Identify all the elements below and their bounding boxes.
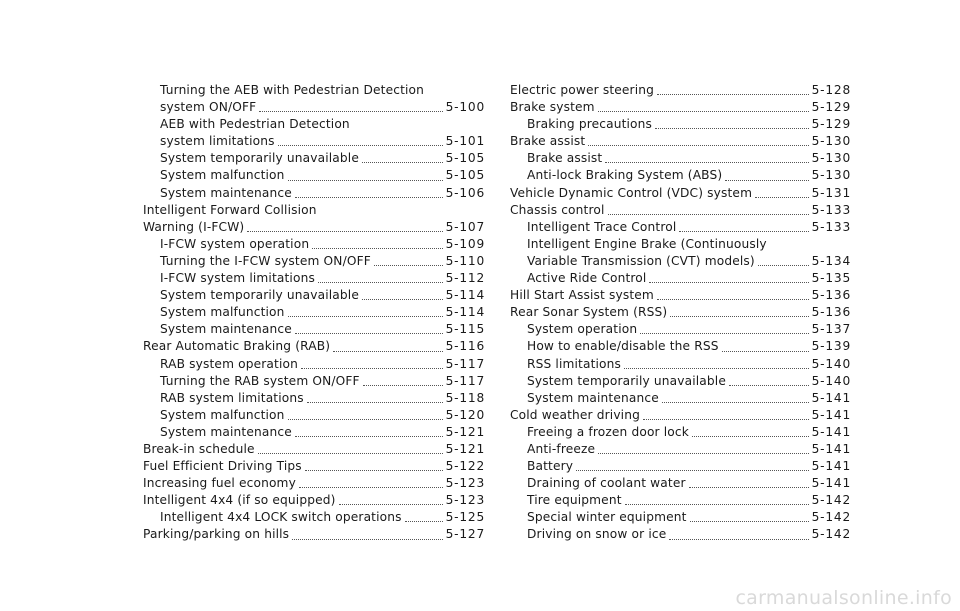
dot-leader [758, 265, 809, 266]
toc-entry[interactable] [143, 287, 485, 304]
toc-entry-title: Intelligent 4x4 LOCK switch operations [160, 510, 402, 525]
toc-entry-title: System maintenance [160, 185, 292, 200]
toc-entry-title: RAB system limitations [160, 390, 304, 405]
toc-entry-title: Driving on snow or ice [527, 527, 667, 542]
dot-leader [288, 180, 443, 181]
dot-leader [374, 265, 443, 266]
dot-leader [405, 521, 443, 522]
toc-page-number: 5-114 [445, 305, 485, 320]
dot-leader [605, 162, 808, 163]
toc-entry[interactable] [510, 304, 851, 321]
toc-entry[interactable] [510, 321, 851, 338]
toc-page-number: 5-129 [811, 117, 851, 132]
dot-leader [598, 111, 809, 112]
dot-leader [608, 214, 809, 215]
toc-page-number: 5-133 [811, 219, 851, 234]
toc-page-number: 5-105 [445, 151, 485, 166]
toc-entry-title: Tire equipment [527, 493, 622, 508]
toc-entry[interactable] [143, 270, 485, 287]
toc-entry-title: RSS limitations [527, 356, 622, 371]
toc-entry[interactable] [510, 185, 851, 202]
toc-entry[interactable] [143, 407, 485, 424]
toc-entry-title: System maintenance [527, 390, 659, 405]
toc-page-number: 5-107 [445, 219, 485, 234]
toc-entry-title: Braking precautions [527, 117, 653, 132]
toc-entry-title: Battery [527, 459, 574, 474]
toc-entry-title: Vehicle Dynamic Control (VDC) system [510, 185, 753, 200]
toc-page-number: 5-121 [445, 441, 485, 456]
toc-column-right [510, 82, 851, 544]
toc-entry[interactable] [143, 373, 485, 390]
toc-entry-title: Parking/parking on hills [143, 527, 290, 542]
toc-entry-title: Rear Sonar System (RSS) [510, 305, 668, 320]
toc-entry-title: Break-in schedule [143, 441, 255, 456]
toc-entry[interactable] [143, 509, 485, 526]
toc-entry[interactable] [143, 441, 485, 458]
toc-page-number: 5-115 [445, 322, 485, 337]
toc-page-number: 5-137 [811, 322, 851, 337]
toc-page-number: 5-123 [445, 493, 485, 508]
toc-entry[interactable] [510, 270, 851, 287]
toc-page-number: 5-130 [811, 168, 851, 183]
toc-page-number: 5-140 [811, 356, 851, 371]
toc-entry-title: AEB with Pedestrian Detection [160, 117, 350, 132]
toc-page-number: 5-105 [445, 168, 485, 183]
toc-page-number: 5-118 [445, 390, 485, 405]
dot-leader [657, 94, 809, 95]
toc-page-number: 5-106 [445, 185, 485, 200]
toc-entry[interactable] [143, 304, 485, 321]
toc-entry[interactable] [143, 338, 485, 355]
toc-entry-title: Brake assist [510, 134, 586, 149]
toc-page-number: 5-139 [811, 339, 851, 354]
toc-entry[interactable] [143, 253, 485, 270]
dot-leader [625, 504, 809, 505]
dot-leader [301, 368, 443, 369]
toc-entry[interactable] [143, 321, 485, 338]
dot-leader [288, 316, 443, 317]
toc-entry-title: Warning (I-FCW) [143, 219, 245, 234]
dot-leader [362, 299, 443, 300]
toc-entry-title: Rear Automatic Braking (RAB) [143, 339, 331, 354]
dot-leader [670, 316, 808, 317]
toc-entry[interactable] [510, 338, 851, 355]
dot-leader [362, 162, 443, 163]
toc-page-number: 5-128 [811, 83, 851, 97]
toc-page-number: 5-110 [445, 253, 485, 268]
toc-entry-title: Variable Transmission (CVT) models) [527, 253, 755, 268]
toc-entry[interactable] [510, 509, 851, 526]
toc-entry[interactable] [510, 424, 851, 441]
toc-entry-title: Draining of coolant water [527, 476, 686, 491]
toc-entry[interactable] [143, 390, 485, 407]
dot-leader [258, 453, 443, 454]
toc-entry-title: Cold weather driving [510, 407, 640, 422]
toc-entry[interactable] [510, 99, 851, 116]
toc-entry[interactable] [510, 150, 851, 167]
toc-page-number: 5-141 [811, 476, 851, 491]
toc-page-number: 5-141 [811, 441, 851, 456]
toc-entry-title: Freeing a frozen door lock [527, 424, 689, 439]
watermark: carmanualsonline.info [735, 587, 952, 609]
dot-leader [339, 504, 443, 505]
dot-leader [318, 282, 443, 283]
toc-entry[interactable] [510, 219, 851, 236]
toc-page-number: 5-140 [811, 373, 851, 388]
toc-entry[interactable] [510, 167, 851, 184]
toc-entry-title: Brake assist [527, 151, 603, 166]
toc-entry-title: System malfunction [160, 407, 285, 422]
dot-leader [307, 402, 443, 403]
toc-entry[interactable] [510, 236, 851, 270]
toc-entry-title: RAB system operation [160, 356, 298, 371]
toc-page-number: 5-129 [811, 100, 851, 115]
dot-leader [588, 145, 808, 146]
toc-entry[interactable] [143, 475, 485, 492]
toc-page-number: 5-136 [811, 288, 851, 303]
toc-entry-title: System malfunction [160, 305, 285, 320]
dot-leader [312, 248, 442, 249]
toc-entry-title: Intelligent Forward Collision [143, 202, 317, 217]
toc-entry[interactable] [510, 390, 851, 407]
toc-entry[interactable] [143, 424, 485, 441]
dot-leader [299, 487, 443, 488]
toc-entry-title: System malfunction [160, 168, 285, 183]
dot-leader [295, 197, 443, 198]
toc-page-number: 5-136 [811, 305, 851, 320]
toc-page-number: 5-123 [445, 476, 485, 491]
dot-leader [278, 145, 443, 146]
toc-entry-title: Intelligent Engine Brake (Continuously [527, 236, 767, 251]
toc-entry[interactable] [510, 475, 851, 492]
dot-leader [669, 539, 808, 540]
toc-entry[interactable] [143, 492, 485, 509]
toc-page-number: 5-116 [445, 339, 485, 354]
dot-leader [692, 436, 809, 437]
toc-entry[interactable] [143, 185, 485, 202]
dot-leader [292, 539, 442, 540]
toc-entry[interactable] [510, 492, 851, 509]
toc-entry[interactable] [143, 202, 485, 236]
dot-leader [363, 385, 443, 386]
toc-entry-title: Hill Start Assist system [510, 288, 654, 303]
toc-page-number: 5-130 [811, 151, 851, 166]
toc-page-number: 5-117 [445, 373, 485, 388]
toc-page-number: 5-141 [811, 390, 851, 405]
toc-entry-title: System maintenance [160, 424, 292, 439]
dot-leader [333, 351, 442, 352]
toc-entry[interactable] [143, 526, 485, 543]
toc-entry[interactable] [510, 407, 851, 424]
toc-entry-title: Special winter equipment [527, 510, 687, 525]
toc-entry-title: Anti-freeze [527, 441, 596, 456]
toc-page-number: 5-112 [445, 271, 485, 286]
toc-entry[interactable] [143, 236, 485, 253]
dot-leader [662, 402, 809, 403]
dot-leader [305, 470, 443, 471]
toc-entry[interactable] [510, 526, 851, 543]
toc-entry[interactable] [510, 356, 851, 373]
toc-entry[interactable] [143, 116, 485, 150]
toc-entry-title: Fuel Efficient Driving Tips [143, 459, 302, 474]
toc-entry[interactable] [143, 458, 485, 475]
toc-entry-title: System temporarily unavailable [160, 151, 359, 166]
toc-page-number: 5-135 [811, 271, 851, 286]
dot-leader [679, 231, 808, 232]
toc-page-number: 5-142 [811, 510, 851, 525]
toc-entry-title: System temporarily unavailable [527, 373, 726, 388]
toc-entry-title: Increasing fuel economy [143, 476, 296, 491]
dot-leader [288, 419, 443, 420]
toc-entry-title: Intelligent Trace Control [527, 219, 677, 234]
toc-column-left [143, 82, 485, 544]
toc-page-number: 5-127 [445, 527, 485, 542]
dot-leader [576, 470, 808, 471]
toc-page-number: 5-120 [445, 407, 485, 422]
toc-entry[interactable] [510, 458, 851, 475]
toc-page-number: 5-141 [811, 459, 851, 474]
toc-entry-title: Anti-lock Braking System (ABS) [527, 168, 723, 183]
dot-leader [598, 453, 808, 454]
toc-page-number: 5-131 [811, 185, 851, 200]
dot-leader [655, 128, 809, 129]
toc-entry[interactable] [143, 82, 485, 116]
toc-entry-title: Turning the RAB system ON/OFF [160, 373, 360, 388]
dot-leader [689, 487, 809, 488]
dot-leader [690, 521, 809, 522]
toc-page-number: 5-122 [445, 459, 485, 474]
toc-page-number: 5-133 [811, 202, 851, 217]
dot-leader [649, 282, 808, 283]
dot-leader [725, 180, 808, 181]
toc-entry[interactable] [510, 441, 851, 458]
toc-entry-title: System temporarily unavailable [160, 288, 359, 303]
toc-page-number: 5-101 [445, 134, 485, 149]
dot-leader [640, 333, 808, 334]
dot-leader [755, 197, 808, 198]
dot-leader [729, 385, 809, 386]
toc-entry-title: How to enable/disable the RSS [527, 339, 719, 354]
toc-entry-title: Intelligent 4x4 (if so equipped) [143, 493, 336, 508]
toc-entry[interactable] [510, 202, 851, 219]
toc-entry-title: System maintenance [160, 322, 292, 337]
toc-entry[interactable] [510, 82, 851, 99]
dot-leader [643, 419, 809, 420]
toc-page-number: 5-121 [445, 424, 485, 439]
toc-entry-title: system ON/OFF [160, 100, 257, 115]
toc-page-number: 5-117 [445, 356, 485, 371]
toc-entry[interactable] [143, 356, 485, 373]
dot-leader [624, 368, 809, 369]
dot-leader [295, 436, 443, 437]
toc-entry-title: I-FCW system limitations [160, 271, 315, 286]
toc-entry-title: Turning the AEB with Pedestrian Detection [160, 83, 425, 97]
toc-entry[interactable] [510, 373, 851, 390]
toc-entry-title: Active Ride Control [527, 271, 647, 286]
toc-entry[interactable] [510, 287, 851, 304]
toc-entry-title: Chassis control [510, 202, 605, 217]
toc-page-number: 5-125 [445, 510, 485, 525]
toc-entry[interactable] [510, 133, 851, 150]
toc-page-number: 5-141 [811, 424, 851, 439]
toc-page-number: 5-114 [445, 288, 485, 303]
toc-page-number: 5-142 [811, 493, 851, 508]
toc-page-number: 5-100 [445, 100, 485, 115]
toc-page-number: 5-141 [811, 407, 851, 422]
dot-leader [247, 231, 442, 232]
toc-entry[interactable] [143, 167, 485, 184]
dot-leader [657, 299, 809, 300]
toc-entry-title: Electric power steering [510, 83, 655, 97]
toc-entry[interactable] [510, 116, 851, 133]
toc-entry-title: Turning the I-FCW system ON/OFF [160, 253, 371, 268]
toc-page-number: 5-142 [811, 527, 851, 542]
dot-leader [295, 333, 443, 334]
toc-entry-title: system limitations [160, 134, 275, 149]
dot-leader [722, 351, 809, 352]
toc-entry-title: I-FCW system operation [160, 236, 310, 251]
toc-page-number: 5-130 [811, 134, 851, 149]
toc-entry-title: System operation [527, 322, 638, 337]
toc-page-number: 5-134 [811, 253, 851, 268]
toc-page-number: 5-109 [445, 236, 485, 251]
toc-entry-title: Brake system [510, 100, 595, 115]
toc-entry[interactable] [143, 150, 485, 167]
dot-leader [259, 111, 442, 112]
